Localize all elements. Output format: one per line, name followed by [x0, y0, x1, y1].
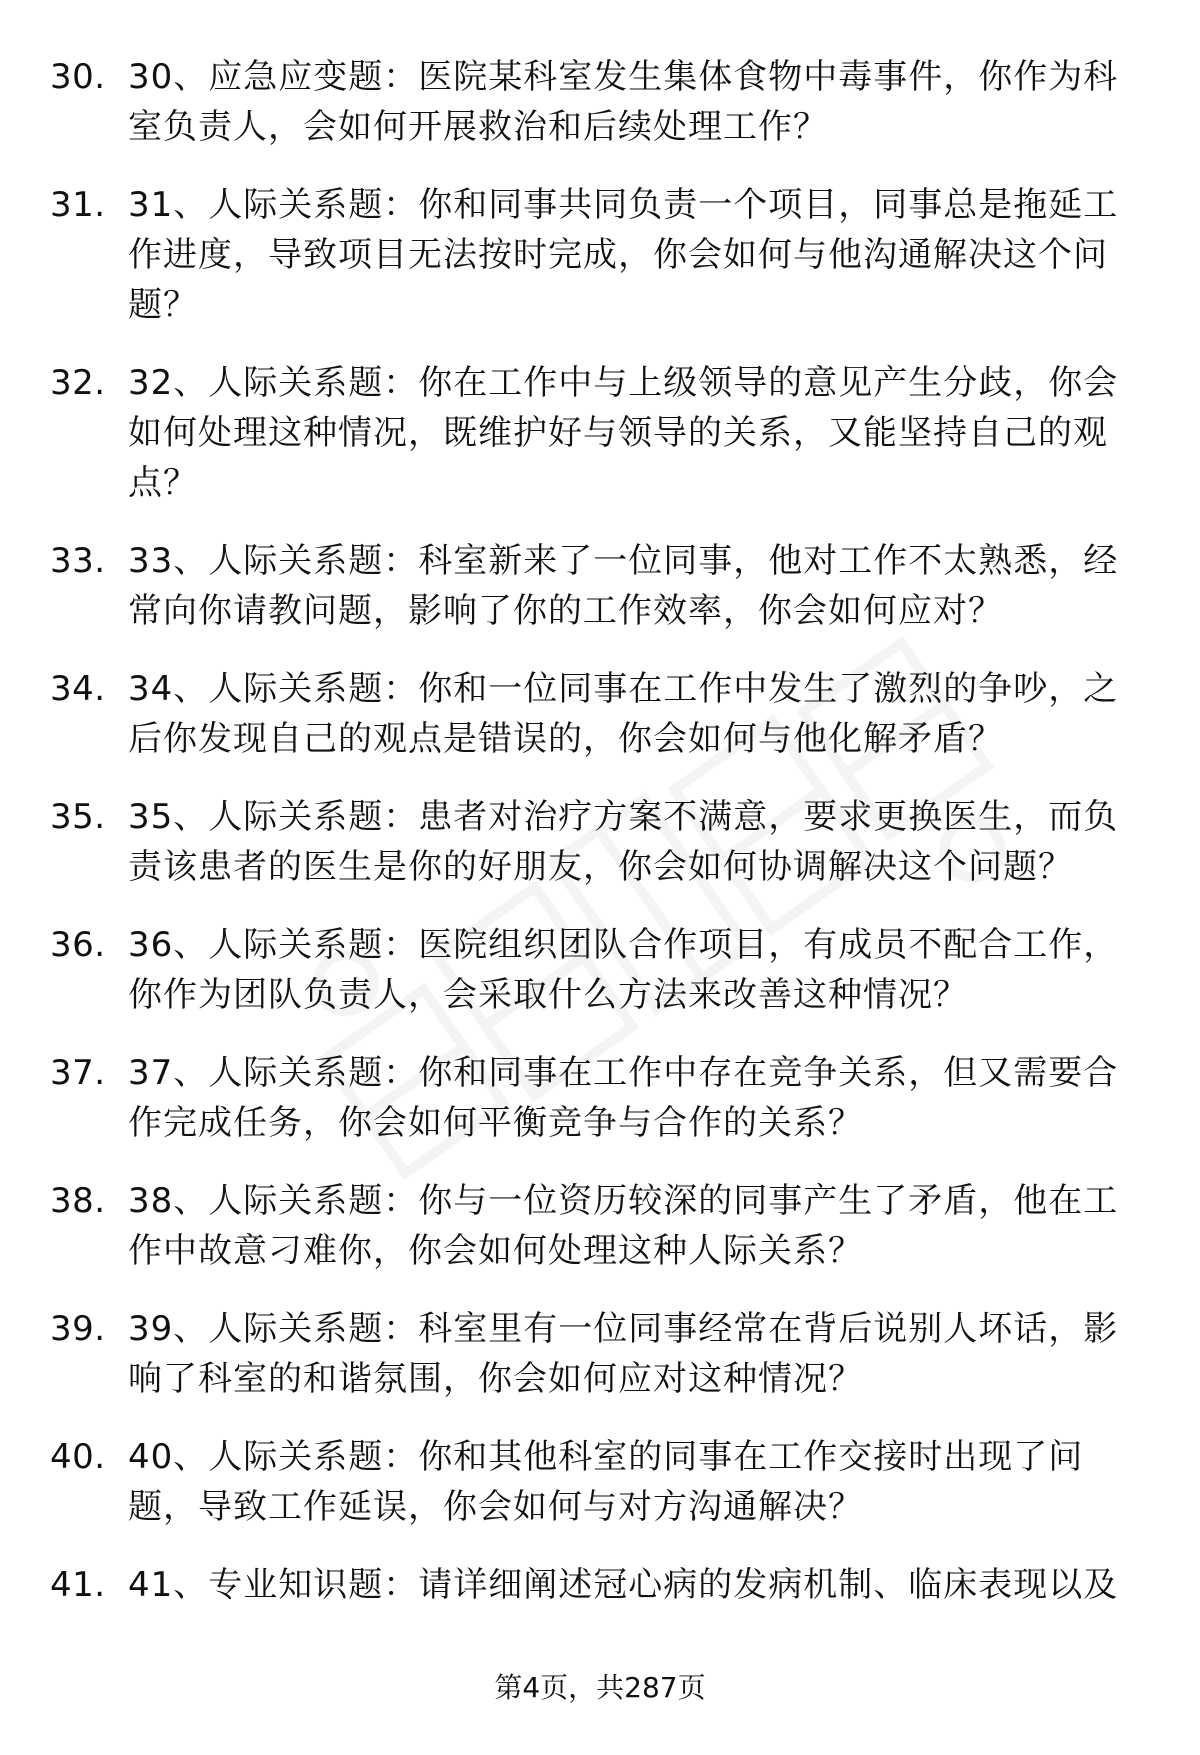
- list-item: [50, 1176, 1150, 1276]
- item-text: 30、应急应变题：医院某科室发生集体食物中毒事件，你作为科室负责人，会如何开展救治和后续处理工作？: [128, 57, 1119, 147]
- item-text: 35、人际关系题：患者对治疗方案不满意，要求更换医生，而负责该患者的医生是你的好朋友，你会如何协调解决这个问题？: [128, 797, 1119, 887]
- page-number-footer: 第4页，共287页: [494, 1671, 706, 1704]
- item-text: 37、人际关系题：你和同事在工作中存在竞争关系，但又需要合作完成任务，你会如何平衡竞争与合作的关系？: [128, 1053, 1119, 1143]
- item-number: 37.: [50, 1053, 106, 1093]
- item-text: 41、专业知识题：请详细阐述冠心病的发病机制、临床表现以及: [128, 1565, 1119, 1605]
- item-text: 40、人际关系题：你和其他科室的同事在工作交接时出现了问题，导致工作延误，你会如何与对方沟通解决？: [128, 1437, 1084, 1527]
- list-item: [50, 1048, 1150, 1148]
- item-text: 39、人际关系题：科室里有一位同事经常在背后说别人坏话，影响了科室的和谐氛围，你会如何应对这种情况？: [128, 1309, 1119, 1399]
- list-item: [50, 1304, 1150, 1404]
- list-item: [50, 180, 1150, 330]
- list-item: [50, 920, 1150, 1020]
- item-number: 33.: [50, 541, 106, 581]
- item-number: 41.: [50, 1565, 106, 1605]
- item-number: 32.: [50, 363, 106, 403]
- list-item: [50, 1560, 1150, 1610]
- item-number: 35.: [50, 797, 106, 837]
- item-number: 31.: [50, 185, 106, 225]
- item-text: 33、人际关系题：科室新来了一位同事，他对工作不太熟悉，经常向你请教问题，影响了你的工作效率，你会如何应对？: [128, 541, 1119, 631]
- item-text: 31、人际关系题：你和同事共同负责一个项目，同事总是拖延工作进度，导致项目无法按时完成，你会如何与他沟通解决这个问题？: [128, 185, 1119, 325]
- list-item: [50, 52, 1150, 152]
- list-item: [50, 664, 1150, 764]
- list-item: [50, 358, 1150, 508]
- item-number: 40.: [50, 1437, 106, 1477]
- item-text: 36、人际关系题：医院组织团队合作项目，有成员不配合工作，你作为团队负责人，会采取什么方法来改善这种情况？: [128, 925, 1119, 1015]
- list-item: [50, 1432, 1150, 1532]
- item-number: 30.: [50, 57, 106, 97]
- item-text: 38、人际关系题：你与一位资历较深的同事产生了矛盾，他在工作中故意刁难你，你会如何处理这种人际关系？: [128, 1181, 1119, 1271]
- list-item: [50, 792, 1150, 892]
- question-list: [50, 52, 1150, 1638]
- list-item: [50, 536, 1150, 636]
- item-number: 36.: [50, 925, 106, 965]
- item-number: 38.: [50, 1181, 106, 1221]
- item-number: 34.: [50, 669, 106, 709]
- item-text: 34、人际关系题：你和一位同事在工作中发生了激烈的争吵，之后你发现自己的观点是错误的，你会如何与他化解矛盾？: [128, 669, 1119, 759]
- item-number: 39.: [50, 1309, 106, 1349]
- item-text: 32、人际关系题：你在工作中与上级领导的意见产生分歧，你会如何处理这种情况，既维护好与领导的关系，又能坚持自己的观点？: [128, 363, 1119, 503]
